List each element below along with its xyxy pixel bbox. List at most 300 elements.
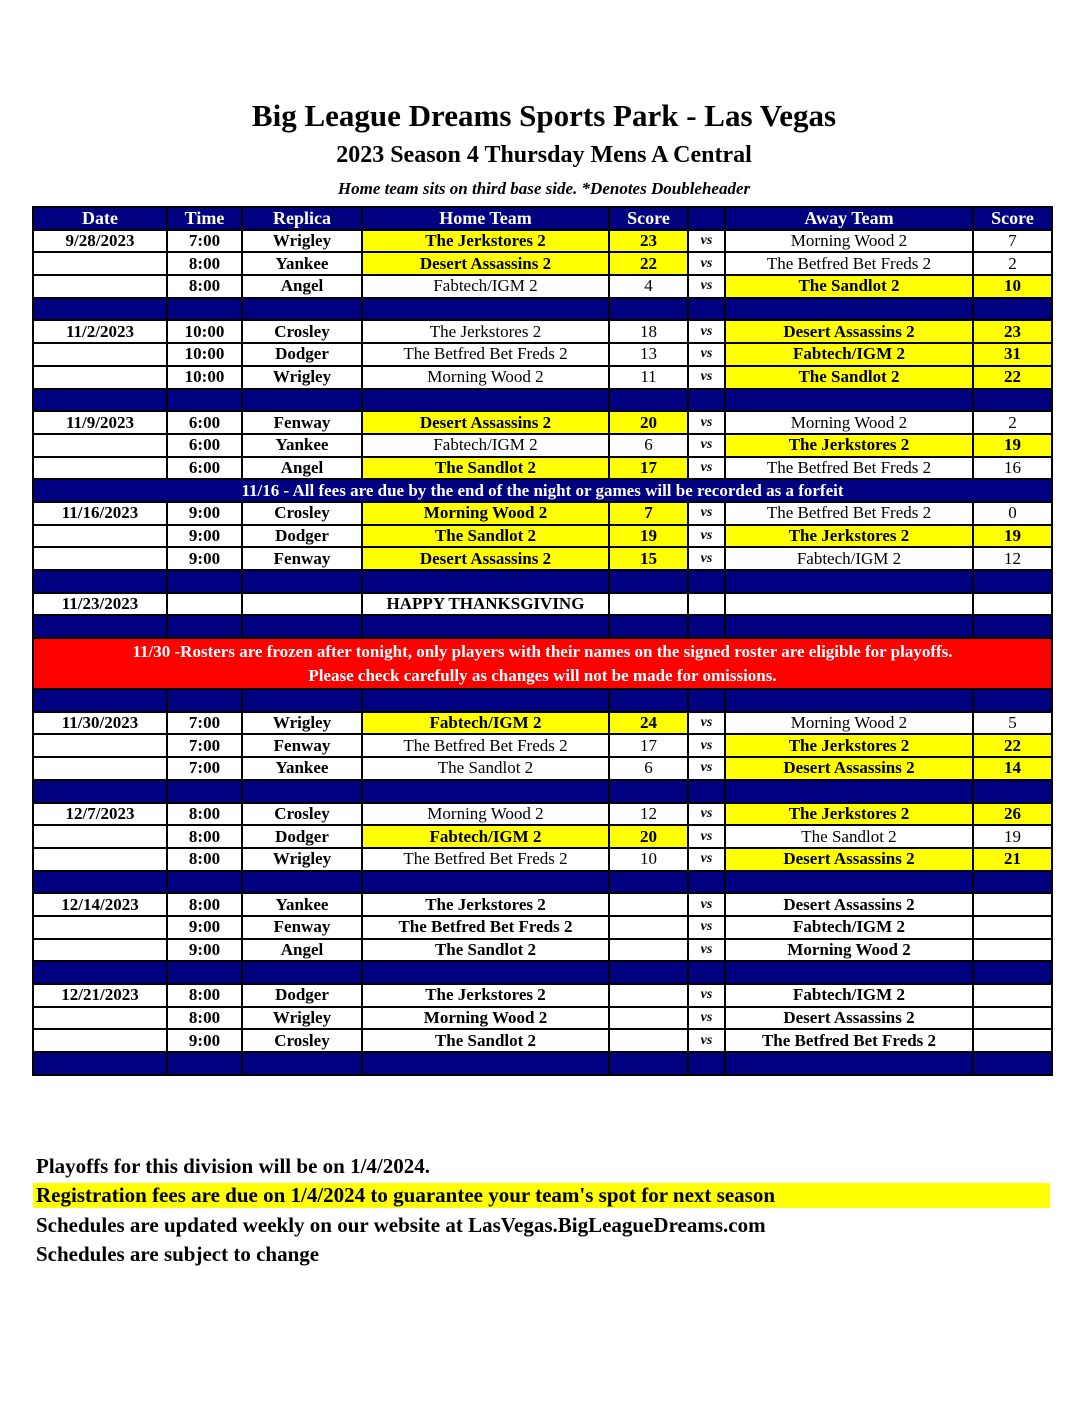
spacer-cell (973, 298, 1052, 321)
roster-alert-line: 11/30 -Rosters are frozen after tonight, only players with their names on the signed roster are eligible for playoffs. (132, 641, 953, 661)
header-vs (688, 207, 725, 230)
date-cell (33, 457, 167, 480)
home-team-cell: Fabtech/IGM 2 (362, 434, 609, 457)
home-score-cell: 7 (609, 502, 688, 525)
spacer-cell (33, 961, 167, 984)
time-cell (167, 593, 242, 616)
vs-cell: vs (688, 734, 725, 757)
header-home-team: Home Team (362, 207, 609, 230)
spacer-cell (688, 570, 725, 593)
time-cell: 10:00 (167, 343, 242, 366)
away-score-cell: 22 (973, 734, 1052, 757)
footer-playoffs: Playoffs for this division will be on 1/4/2024. (36, 1154, 430, 1178)
holiday-row (33, 593, 1052, 616)
away-team-cell: The Sandlot 2 (725, 275, 973, 298)
home-team-cell: The Betfred Bet Freds 2 (362, 916, 609, 939)
spacer-cell (167, 298, 242, 321)
time-cell: 7:00 (167, 230, 242, 253)
vs-cell: vs (688, 916, 725, 939)
away-team-cell: Fabtech/IGM 2 (725, 343, 973, 366)
table-row (33, 343, 1052, 366)
home-team-cell: The Sandlot 2 (362, 1029, 609, 1052)
home-score-cell: 17 (609, 734, 688, 757)
vs-cell: vs (688, 502, 725, 525)
replica-cell: Crosley (242, 1029, 362, 1052)
time-cell: 6:00 (167, 411, 242, 434)
spacer-cell (242, 570, 362, 593)
time-cell: 8:00 (167, 848, 242, 871)
vs-cell: vs (688, 547, 725, 570)
vs-cell: vs (688, 343, 725, 366)
away-score-cell: 7 (973, 230, 1052, 253)
home-team-cell: The Betfred Bet Freds 2 (362, 734, 609, 757)
away-score-cell (973, 939, 1052, 962)
time-cell: 9:00 (167, 547, 242, 570)
replica-cell: Wrigley (242, 1007, 362, 1030)
vs-cell: vs (688, 411, 725, 434)
date-cell (33, 825, 167, 848)
replica-cell: Dodger (242, 825, 362, 848)
away-score-cell: 2 (973, 252, 1052, 275)
home-team-cell: The Sandlot 2 (362, 939, 609, 962)
away-score-cell (973, 1029, 1052, 1052)
table-row (33, 1007, 1052, 1030)
date-cell (33, 366, 167, 389)
spacer-cell (33, 298, 167, 321)
home-team-cell: Desert Assassins 2 (362, 252, 609, 275)
table-row (33, 525, 1052, 548)
home-score-cell: 19 (609, 525, 688, 548)
table-row (33, 803, 1052, 826)
away-team-cell: Morning Wood 2 (725, 939, 973, 962)
time-cell: 10:00 (167, 366, 242, 389)
spacer-cell (362, 570, 609, 593)
notice-text: 11/16 - All fees are due by the end of the night or games will be recorded as a forfeit (33, 479, 1052, 502)
home-score-cell (609, 984, 688, 1007)
date-cell (33, 734, 167, 757)
date-cell: 11/16/2023 (33, 502, 167, 525)
vs-cell: vs (688, 434, 725, 457)
table-row (33, 848, 1052, 871)
spacer-cell (725, 689, 973, 712)
spacer-cell (362, 615, 609, 638)
spacer-cell (973, 689, 1052, 712)
date-cell: 12/7/2023 (33, 803, 167, 826)
away-score-cell: 12 (973, 547, 1052, 570)
header-replica: Replica (242, 207, 362, 230)
header-away-team: Away Team (725, 207, 973, 230)
time-cell: 9:00 (167, 939, 242, 962)
spacer-cell (609, 961, 688, 984)
replica-cell: Crosley (242, 320, 362, 343)
table-row (33, 734, 1052, 757)
spacer-row (33, 298, 1052, 321)
home-score-cell: 13 (609, 343, 688, 366)
away-score-cell (973, 916, 1052, 939)
away-score-cell (973, 893, 1052, 916)
away-team-cell: The Jerkstores 2 (725, 803, 973, 826)
spacer-cell (33, 1052, 167, 1075)
table-row (33, 230, 1052, 253)
home-score-cell: 6 (609, 757, 688, 780)
spacer-cell (242, 615, 362, 638)
home-score-cell: 17 (609, 457, 688, 480)
spacer-cell (362, 871, 609, 894)
away-score-cell: 26 (973, 803, 1052, 826)
away-team-cell: The Sandlot 2 (725, 366, 973, 389)
spacer-cell (167, 615, 242, 638)
table-row (33, 411, 1052, 434)
away-score-cell: 21 (973, 848, 1052, 871)
spacer-cell (242, 298, 362, 321)
vs-cell: vs (688, 1007, 725, 1030)
away-team-cell: The Betfred Bet Freds 2 (725, 1029, 973, 1052)
home-team-cell: The Sandlot 2 (362, 525, 609, 548)
home-team-cell: The Betfred Bet Freds 2 (362, 343, 609, 366)
away-team-cell: Morning Wood 2 (725, 712, 973, 735)
vs-cell: vs (688, 712, 725, 735)
home-score-cell: 22 (609, 252, 688, 275)
time-cell: 8:00 (167, 893, 242, 916)
home-score-cell (609, 893, 688, 916)
spacer-cell (362, 961, 609, 984)
vs-cell: vs (688, 825, 725, 848)
vs-cell: vs (688, 320, 725, 343)
spacer-cell (167, 389, 242, 412)
spacer-cell (688, 615, 725, 638)
time-cell: 6:00 (167, 457, 242, 480)
table-row (33, 366, 1052, 389)
date-cell (33, 434, 167, 457)
time-cell: 7:00 (167, 712, 242, 735)
table-row (33, 457, 1052, 480)
home-score-cell: 20 (609, 411, 688, 434)
spacer-cell (33, 689, 167, 712)
spacer-cell (167, 871, 242, 894)
spacer-cell (33, 615, 167, 638)
away-score-cell: 5 (973, 712, 1052, 735)
replica-cell: Fenway (242, 734, 362, 757)
table-row (33, 984, 1052, 1007)
away-team-cell: Desert Assassins 2 (725, 1007, 973, 1030)
vs-cell (688, 593, 725, 616)
table-row (33, 502, 1052, 525)
spacer-cell (33, 780, 167, 803)
date-cell: 9/28/2023 (33, 230, 167, 253)
replica-cell: Crosley (242, 803, 362, 826)
spacer-cell (242, 1052, 362, 1075)
time-cell: 9:00 (167, 525, 242, 548)
home-team-cell: Fabtech/IGM 2 (362, 275, 609, 298)
date-cell (33, 1007, 167, 1030)
home-team-cell: Desert Assassins 2 (362, 411, 609, 434)
table-row (33, 275, 1052, 298)
home-score-cell: 11 (609, 366, 688, 389)
home-score-cell: 6 (609, 434, 688, 457)
replica-cell: Fenway (242, 916, 362, 939)
roster-alert (33, 638, 1052, 689)
away-team-cell: The Betfred Bet Freds 2 (725, 252, 973, 275)
spacer-cell (688, 689, 725, 712)
away-team-cell: Fabtech/IGM 2 (725, 547, 973, 570)
time-cell: 8:00 (167, 803, 242, 826)
spacer-cell (362, 689, 609, 712)
table-row (33, 252, 1052, 275)
spacer-cell (362, 389, 609, 412)
away-score-cell: 19 (973, 434, 1052, 457)
spacer-row (33, 389, 1052, 412)
date-cell (33, 848, 167, 871)
spacer-cell (973, 570, 1052, 593)
spacer-row (33, 1052, 1052, 1075)
home-score-cell: 24 (609, 712, 688, 735)
table-row (33, 547, 1052, 570)
table-row (33, 320, 1052, 343)
spacer-cell (609, 298, 688, 321)
away-score-cell: 2 (973, 411, 1052, 434)
vs-cell: vs (688, 984, 725, 1007)
spacer-cell (725, 570, 973, 593)
away-score-cell (973, 593, 1052, 616)
home-score-cell: 15 (609, 547, 688, 570)
replica-cell: Dodger (242, 525, 362, 548)
replica-cell: Yankee (242, 757, 362, 780)
away-team-cell (725, 593, 973, 616)
footer-registration: Registration fees are due on 1/4/2024 to guarantee your team's spot for next season (33, 1183, 1050, 1208)
home-team-cell: Morning Wood 2 (362, 1007, 609, 1030)
away-team-cell: Desert Assassins 2 (725, 893, 973, 916)
away-team-cell: Morning Wood 2 (725, 230, 973, 253)
spacer-row (33, 689, 1052, 712)
table-row (33, 434, 1052, 457)
table-row (33, 893, 1052, 916)
footer-website: Schedules are updated weekly on our website at LasVegas.BigLeagueDreams.com (36, 1213, 766, 1237)
home-score-cell: 23 (609, 230, 688, 253)
spacer-cell (242, 961, 362, 984)
vs-cell: vs (688, 457, 725, 480)
spacer-cell (973, 871, 1052, 894)
home-team-cell: Desert Assassins 2 (362, 547, 609, 570)
date-cell (33, 547, 167, 570)
spacer-cell (33, 389, 167, 412)
away-team-cell: Fabtech/IGM 2 (725, 916, 973, 939)
date-cell (33, 1029, 167, 1052)
spacer-cell (33, 570, 167, 593)
away-team-cell: The Jerkstores 2 (725, 525, 973, 548)
away-score-cell (973, 1007, 1052, 1030)
vs-cell: vs (688, 939, 725, 962)
date-cell (33, 252, 167, 275)
home-score-cell (609, 1007, 688, 1030)
date-cell: 11/2/2023 (33, 320, 167, 343)
away-team-cell: The Sandlot 2 (725, 825, 973, 848)
vs-cell: vs (688, 275, 725, 298)
replica-cell (242, 593, 362, 616)
time-cell: 9:00 (167, 502, 242, 525)
away-score-cell: 16 (973, 457, 1052, 480)
spacer-cell (167, 1052, 242, 1075)
page-title: Big League Dreams Sports Park - Las Vegas (251, 98, 837, 133)
time-cell: 8:00 (167, 1007, 242, 1030)
replica-cell: Angel (242, 457, 362, 480)
date-cell: 12/21/2023 (33, 984, 167, 1007)
away-score-cell: 31 (973, 343, 1052, 366)
spacer-cell (725, 1052, 973, 1075)
spacer-cell (973, 615, 1052, 638)
date-cell: 11/30/2023 (33, 712, 167, 735)
spacer-cell (362, 1052, 609, 1075)
page-subtitle: 2023 Season 4 Thursday Mens A Central (336, 142, 752, 168)
home-team-cell: The Jerkstores 2 (362, 984, 609, 1007)
home-team-cell: The Betfred Bet Freds 2 (362, 848, 609, 871)
spacer-cell (609, 389, 688, 412)
date-cell (33, 275, 167, 298)
spacer-cell (688, 389, 725, 412)
replica-cell: Dodger (242, 343, 362, 366)
away-team-cell: The Jerkstores 2 (725, 734, 973, 757)
roster-alert-line: Please check carefully as changes will not be made for omissions. (308, 665, 777, 685)
replica-cell: Angel (242, 275, 362, 298)
away-team-cell: Fabtech/IGM 2 (725, 984, 973, 1007)
home-team-cell: The Jerkstores 2 (362, 320, 609, 343)
home-team-cell: The Sandlot 2 (362, 457, 609, 480)
home-team-cell: Fabtech/IGM 2 (362, 825, 609, 848)
home-team-cell: Fabtech/IGM 2 (362, 712, 609, 735)
home-team-cell: HAPPY THANKSGIVING (362, 593, 609, 616)
time-cell: 8:00 (167, 252, 242, 275)
spacer-cell (973, 389, 1052, 412)
home-team-cell: Morning Wood 2 (362, 502, 609, 525)
replica-cell: Wrigley (242, 230, 362, 253)
away-team-cell: Morning Wood 2 (725, 411, 973, 434)
time-cell: 7:00 (167, 734, 242, 757)
vs-cell: vs (688, 1029, 725, 1052)
spacer-cell (725, 780, 973, 803)
spacer-cell (167, 780, 242, 803)
date-cell (33, 343, 167, 366)
spacer-row (33, 615, 1052, 638)
time-cell: 7:00 (167, 757, 242, 780)
date-cell: 11/9/2023 (33, 411, 167, 434)
date-cell: 11/23/2023 (33, 593, 167, 616)
table-row (33, 757, 1052, 780)
spacer-row (33, 780, 1052, 803)
home-score-cell (609, 939, 688, 962)
header-date: Date (33, 207, 167, 230)
home-team-cell: Morning Wood 2 (362, 366, 609, 389)
home-score-cell: 12 (609, 803, 688, 826)
spacer-cell (725, 871, 973, 894)
date-cell: 12/14/2023 (33, 893, 167, 916)
spacer-cell (688, 1052, 725, 1075)
spacer-row (33, 871, 1052, 894)
vs-cell: vs (688, 848, 725, 871)
replica-cell: Crosley (242, 502, 362, 525)
replica-cell: Wrigley (242, 712, 362, 735)
spacer-cell (609, 871, 688, 894)
spacer-cell (688, 298, 725, 321)
replica-cell: Fenway (242, 547, 362, 570)
spacer-cell (725, 389, 973, 412)
spacer-cell (242, 871, 362, 894)
header-time: Time (167, 207, 242, 230)
vs-cell: vs (688, 757, 725, 780)
replica-cell: Yankee (242, 252, 362, 275)
away-score-cell: 23 (973, 320, 1052, 343)
home-score-cell: 20 (609, 825, 688, 848)
spacer-cell (167, 689, 242, 712)
spacer-cell (362, 298, 609, 321)
table-header (33, 207, 1052, 230)
table-row (33, 712, 1052, 735)
away-score-cell: 19 (973, 525, 1052, 548)
date-cell (33, 916, 167, 939)
home-score-cell: 10 (609, 848, 688, 871)
vs-cell: vs (688, 366, 725, 389)
date-cell (33, 525, 167, 548)
header-home-score: Score (609, 207, 688, 230)
notice-row (33, 479, 1052, 502)
spacer-cell (973, 961, 1052, 984)
footer-subject-to-change: Schedules are subject to change (36, 1242, 320, 1266)
vs-cell: vs (688, 803, 725, 826)
replica-cell: Dodger (242, 984, 362, 1007)
spacer-cell (973, 780, 1052, 803)
header-away-score: Score (973, 207, 1052, 230)
spacer-cell (362, 780, 609, 803)
home-score-cell: 4 (609, 275, 688, 298)
date-cell (33, 757, 167, 780)
home-score-cell (609, 916, 688, 939)
time-cell: 10:00 (167, 320, 242, 343)
spacer-cell (242, 389, 362, 412)
spacer-cell (609, 570, 688, 593)
away-team-cell: The Jerkstores 2 (725, 434, 973, 457)
spacer-cell (609, 1052, 688, 1075)
spacer-cell (609, 615, 688, 638)
spacer-cell (609, 780, 688, 803)
away-score-cell: 22 (973, 366, 1052, 389)
spacer-row (33, 961, 1052, 984)
vs-cell: vs (688, 525, 725, 548)
away-team-cell: The Betfred Bet Freds 2 (725, 457, 973, 480)
time-cell: 8:00 (167, 275, 242, 298)
date-cell (33, 939, 167, 962)
away-team-cell: Desert Assassins 2 (725, 320, 973, 343)
home-score-cell (609, 593, 688, 616)
away-score-cell (973, 984, 1052, 1007)
replica-cell: Yankee (242, 434, 362, 457)
away-team-cell: Desert Assassins 2 (725, 848, 973, 871)
vs-cell: vs (688, 252, 725, 275)
vs-cell: vs (688, 230, 725, 253)
spacer-cell (167, 570, 242, 593)
spacer-cell (242, 780, 362, 803)
spacer-cell (33, 871, 167, 894)
spacer-cell (688, 780, 725, 803)
table-row (33, 939, 1052, 962)
spacer-cell (725, 615, 973, 638)
replica-cell: Wrigley (242, 848, 362, 871)
home-score-cell: 18 (609, 320, 688, 343)
spacer-cell (725, 961, 973, 984)
away-score-cell: 0 (973, 502, 1052, 525)
away-score-cell: 19 (973, 825, 1052, 848)
spacer-cell (167, 961, 242, 984)
home-team-cell: Morning Wood 2 (362, 803, 609, 826)
table-row (33, 916, 1052, 939)
spacer-cell (609, 689, 688, 712)
